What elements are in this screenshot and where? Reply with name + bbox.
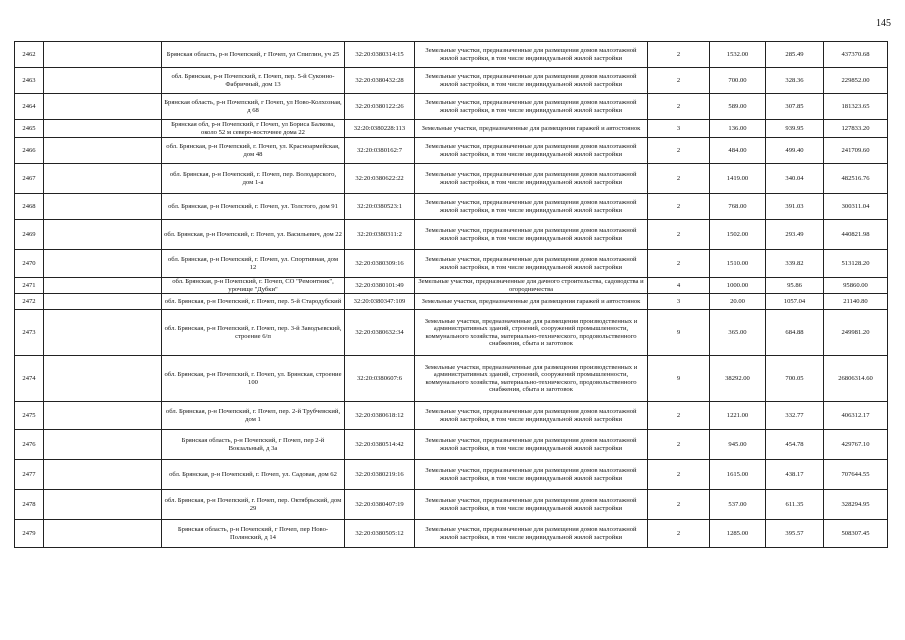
group-cell: 2 (648, 42, 710, 68)
specific-value-cell: 454.78 (766, 430, 824, 460)
cadastral-value-cell: 707644.55 (824, 460, 888, 490)
area-cell: 1502.00 (710, 220, 766, 250)
table-row (15, 356, 888, 402)
cadastral-number-cell: 32:20:0380622:22 (345, 164, 415, 194)
table-row (15, 250, 888, 278)
cadastral-value-cell: 406312.17 (824, 402, 888, 430)
address-cell: обл. Брянская, р-н Почепский, г. Почеп, ул. Садовая, дом 62 (162, 460, 345, 490)
cadastral-number-cell: 32:20:0380162:7 (345, 138, 415, 164)
table-row (15, 294, 888, 310)
specific-value-cell: 395.57 (766, 520, 824, 548)
address-cell: обл. Брянская, р-н Почепский, г. Почеп, пер. Володарского, дом 1-а (162, 164, 345, 194)
row-number: 2472 (15, 294, 44, 310)
cadastral-number-cell: 32:20:0380632:34 (345, 310, 415, 356)
table-row (15, 460, 888, 490)
table-row (15, 310, 888, 356)
area-cell: 136.00 (710, 120, 766, 138)
cadastral-value-cell: 437370.68 (824, 42, 888, 68)
empty-cell (44, 356, 162, 402)
row-number: 2469 (15, 220, 44, 250)
empty-cell (44, 194, 162, 220)
group-cell: 2 (648, 490, 710, 520)
address-cell: Брянская область, р-н Почепский, г Почеп, пер 2-й Вокзальный, д 3а (162, 430, 345, 460)
area-cell: 768.00 (710, 194, 766, 220)
address-cell: обл. Брянская, р-н Почепский, г. Почеп, пер. 5-й Стародубский (162, 294, 345, 310)
group-cell: 2 (648, 520, 710, 548)
row-number: 2473 (15, 310, 44, 356)
area-cell: 365.00 (710, 310, 766, 356)
cadastral-value-cell: 513128.20 (824, 250, 888, 278)
address-cell: Брянская обл, р-н Почепский, г Почеп, ул Бориса Балкова, около 52 м северо-восточнее дома 22 (162, 120, 345, 138)
table-row (15, 194, 888, 220)
group-cell: 2 (648, 164, 710, 194)
permitted-use-cell: Земельные участки, предназначенные для размещения производственных и административных зданий, строений, сооружений промышленности, коммунального хозяйства, материально-технического, продовольственного снабжения, сбыта и заготовок (415, 356, 648, 402)
area-cell: 1221.00 (710, 402, 766, 430)
group-cell: 2 (648, 220, 710, 250)
area-cell: 1510.00 (710, 250, 766, 278)
cadastral-number-cell: 32:20:0380219:16 (345, 460, 415, 490)
permitted-use-cell: Земельные участки, предназначенные для размещения домов малоэтажной жилой застройки, в том числе индивидуальной жилой застройки (415, 138, 648, 164)
row-number: 2476 (15, 430, 44, 460)
cadastral-value-cell: 181323.65 (824, 94, 888, 120)
empty-cell (44, 164, 162, 194)
cadastral-number-cell: 32:20:0380407:19 (345, 490, 415, 520)
area-cell: 589.00 (710, 94, 766, 120)
cadastral-value-cell: 508307.45 (824, 520, 888, 548)
permitted-use-cell: Земельные участки, предназначенные для размещения домов малоэтажной жилой застройки, в том числе индивидуальной жилой застройки (415, 220, 648, 250)
permitted-use-cell: Земельные участки, предназначенные для размещения домов малоэтажной жилой застройки, в том числе индивидуальной жилой застройки (415, 42, 648, 68)
address-cell: обл. Брянская, р-н Почепский, г. Почеп, ул. Спортивная, дом 12 (162, 250, 345, 278)
specific-value-cell: 684.88 (766, 310, 824, 356)
land-registry-table (14, 41, 888, 548)
table-row (15, 490, 888, 520)
permitted-use-cell: Земельные участки, предназначенные для размещения домов малоэтажной жилой застройки, в том числе индивидуальной жилой застройки (415, 490, 648, 520)
empty-cell (44, 68, 162, 94)
table-row (15, 138, 888, 164)
cadastral-value-cell: 328294.95 (824, 490, 888, 520)
cadastral-number-cell: 32:20:0380432:28 (345, 68, 415, 94)
cadastral-number-cell: 32:20:0380311:2 (345, 220, 415, 250)
group-cell: 2 (648, 402, 710, 430)
address-cell: обл. Брянская, р-н Почепский, г. Почеп, ул. Брянская, строение 100 (162, 356, 345, 402)
cadastral-number-cell: 32:20:0380618:12 (345, 402, 415, 430)
empty-cell (44, 94, 162, 120)
permitted-use-cell: Земельные участки, предназначенные для размещения производственных и административных зданий, строений, сооружений промышленности, коммунального хозяйства, материально-технического, продовольственного снабжения, сбыта и заготовок (415, 310, 648, 356)
table-row (15, 164, 888, 194)
area-cell: 945.00 (710, 430, 766, 460)
address-cell: Брянская область, р-н Почепский, г Почеп, ул Спиглин, уч 25 (162, 42, 345, 68)
cadastral-value-cell: 429767.10 (824, 430, 888, 460)
row-number: 2468 (15, 194, 44, 220)
area-cell: 1285.00 (710, 520, 766, 548)
area-cell: 537.00 (710, 490, 766, 520)
specific-value-cell: 285.49 (766, 42, 824, 68)
permitted-use-cell: Земельные участки, предназначенные для размещения домов малоэтажной жилой застройки, в том числе индивидуальной жилой застройки (415, 430, 648, 460)
group-cell: 2 (648, 250, 710, 278)
area-cell: 20.00 (710, 294, 766, 310)
row-number: 2470 (15, 250, 44, 278)
group-cell: 2 (648, 94, 710, 120)
row-number: 2478 (15, 490, 44, 520)
area-cell: 1419.00 (710, 164, 766, 194)
cadastral-value-cell: 127833.20 (824, 120, 888, 138)
permitted-use-cell: Земельные участки, предназначенные для размещения домов малоэтажной жилой застройки, в том числе индивидуальной жилой застройки (415, 460, 648, 490)
specific-value-cell: 340.04 (766, 164, 824, 194)
empty-cell (44, 430, 162, 460)
cadastral-number-cell: 32:20:0380228:113 (345, 120, 415, 138)
specific-value-cell: 611.35 (766, 490, 824, 520)
permitted-use-cell: Земельные участки, предназначенные для размещения гаражей и автостоянок (415, 120, 648, 138)
permitted-use-cell: Земельные участки, предназначенные для дачного строительства, садоводства и огородничества (415, 278, 648, 294)
specific-value-cell: 307.85 (766, 94, 824, 120)
specific-value-cell: 293.49 (766, 220, 824, 250)
empty-cell (44, 220, 162, 250)
empty-cell (44, 138, 162, 164)
cadastral-value-cell: 229852.00 (824, 68, 888, 94)
specific-value-cell: 391.03 (766, 194, 824, 220)
permitted-use-cell: Земельные участки, предназначенные для размещения домов малоэтажной жилой застройки, в том числе индивидуальной жилой застройки (415, 520, 648, 548)
row-number: 2462 (15, 42, 44, 68)
specific-value-cell: 700.05 (766, 356, 824, 402)
address-cell: обл. Брянская, р-н Почепский, г. Почеп, пер. 3-й Заводъевский, строение 6/п (162, 310, 345, 356)
row-number: 2463 (15, 68, 44, 94)
row-number: 2471 (15, 278, 44, 294)
row-number: 2477 (15, 460, 44, 490)
row-number: 2466 (15, 138, 44, 164)
area-cell: 1000.00 (710, 278, 766, 294)
row-number: 2465 (15, 120, 44, 138)
area-cell: 1615.00 (710, 460, 766, 490)
empty-cell (44, 278, 162, 294)
area-cell: 38292.00 (710, 356, 766, 402)
group-cell: 2 (648, 460, 710, 490)
group-cell: 3 (648, 120, 710, 138)
cadastral-number-cell: 32:20:0380607:6 (345, 356, 415, 402)
cadastral-number-cell: 32:20:0380347:109 (345, 294, 415, 310)
table-row (15, 520, 888, 548)
address-cell: обл. Брянская, р-н Почепский, г. Почеп, пер. 2-й Трубчевский, дом 1 (162, 402, 345, 430)
cadastral-value-cell: 249981.20 (824, 310, 888, 356)
cadastral-number-cell: 32:20:0380309:16 (345, 250, 415, 278)
address-cell: обл. Брянская, р-н Почепский, г. Почеп, СО "Ремонтник", урочище "Дубки" (162, 278, 345, 294)
group-cell: 2 (648, 430, 710, 460)
cadastral-value-cell: 300311.04 (824, 194, 888, 220)
permitted-use-cell: Земельные участки, предназначенные для размещения домов малоэтажной жилой застройки, в том числе индивидуальной жилой застройки (415, 164, 648, 194)
table-row (15, 402, 888, 430)
empty-cell (44, 120, 162, 138)
row-number: 2464 (15, 94, 44, 120)
empty-cell (44, 250, 162, 278)
address-cell: обл. Брянская, р-н Почепский, г. Почеп, пер. Октябрьский, дом 29 (162, 490, 345, 520)
table-row (15, 68, 888, 94)
table-row (15, 430, 888, 460)
cadastral-number-cell: 32:20:0380505:12 (345, 520, 415, 548)
specific-value-cell: 499.40 (766, 138, 824, 164)
page-number: 145 (876, 18, 891, 29)
group-cell: 3 (648, 294, 710, 310)
area-cell: 1532.00 (710, 42, 766, 68)
table-row (15, 220, 888, 250)
group-cell: 9 (648, 310, 710, 356)
empty-cell (44, 490, 162, 520)
permitted-use-cell: Земельные участки, предназначенные для размещения домов малоэтажной жилой застройки, в том числе индивидуальной жилой застройки (415, 68, 648, 94)
specific-value-cell: 328.36 (766, 68, 824, 94)
address-cell: обл. Брянская, р-н Почепский, г. Почеп, ул. Васильевич, дом 22 (162, 220, 345, 250)
permitted-use-cell: Земельные участки, предназначенные для размещения домов малоэтажной жилой застройки, в том числе индивидуальной жилой застройки (415, 250, 648, 278)
cadastral-value-cell: 482516.76 (824, 164, 888, 194)
specific-value-cell: 1057.04 (766, 294, 824, 310)
cadastral-value-cell: 95860.00 (824, 278, 888, 294)
empty-cell (44, 460, 162, 490)
cadastral-number-cell: 32:20:0380314:15 (345, 42, 415, 68)
empty-cell (44, 294, 162, 310)
address-cell: обл. Брянская, р-н Почепский, г. Почеп, пер. 5-й Суконно-Фабричный, дом 13 (162, 68, 345, 94)
empty-cell (44, 520, 162, 548)
address-cell: Брянская область, р-н Почепский, г Почеп, ул Ново-Колхозная, д 68 (162, 94, 345, 120)
specific-value-cell: 438.17 (766, 460, 824, 490)
row-number: 2475 (15, 402, 44, 430)
permitted-use-cell: Земельные участки, предназначенные для размещения домов малоэтажной жилой застройки, в том числе индивидуальной жилой застройки (415, 194, 648, 220)
empty-cell (44, 310, 162, 356)
cadastral-value-cell: 21140.80 (824, 294, 888, 310)
table-body (15, 42, 888, 548)
group-cell: 4 (648, 278, 710, 294)
cadastral-number-cell: 32:20:0380101:49 (345, 278, 415, 294)
address-cell: Брянская область, р-н Почепский, г Почеп, пер Ново-Полянский, д 14 (162, 520, 345, 548)
cadastral-number-cell: 32:20:0380514:42 (345, 430, 415, 460)
group-cell: 2 (648, 68, 710, 94)
empty-cell (44, 42, 162, 68)
address-cell: обл. Брянская, р-н Почепский, г. Почеп, ул. Красноармейская, дом 48 (162, 138, 345, 164)
row-number: 2467 (15, 164, 44, 194)
table-row (15, 94, 888, 120)
group-cell: 9 (648, 356, 710, 402)
area-cell: 700.00 (710, 68, 766, 94)
cadastral-value-cell: 241709.60 (824, 138, 888, 164)
specific-value-cell: 332.77 (766, 402, 824, 430)
table-row (15, 42, 888, 68)
row-number: 2479 (15, 520, 44, 548)
table-row (15, 278, 888, 294)
cadastral-value-cell: 440821.98 (824, 220, 888, 250)
cadastral-value-cell: 26806314.60 (824, 356, 888, 402)
permitted-use-cell: Земельные участки, предназначенные для размещения гаражей и автостоянок (415, 294, 648, 310)
address-cell: обл. Брянская, р-н Почепский, г. Почеп, ул. Толстого, дом 91 (162, 194, 345, 220)
cadastral-number-cell: 32:20:0380122:26 (345, 94, 415, 120)
empty-cell (44, 402, 162, 430)
cadastral-number-cell: 32:20:0380523:1 (345, 194, 415, 220)
permitted-use-cell: Земельные участки, предназначенные для размещения домов малоэтажной жилой застройки, в том числе индивидуальной жилой застройки (415, 94, 648, 120)
area-cell: 484.00 (710, 138, 766, 164)
row-number: 2474 (15, 356, 44, 402)
group-cell: 2 (648, 138, 710, 164)
specific-value-cell: 95.86 (766, 278, 824, 294)
group-cell: 2 (648, 194, 710, 220)
permitted-use-cell: Земельные участки, предназначенные для размещения домов малоэтажной жилой застройки, в том числе индивидуальной жилой застройки (415, 402, 648, 430)
specific-value-cell: 939.95 (766, 120, 824, 138)
specific-value-cell: 339.82 (766, 250, 824, 278)
table-row (15, 120, 888, 138)
